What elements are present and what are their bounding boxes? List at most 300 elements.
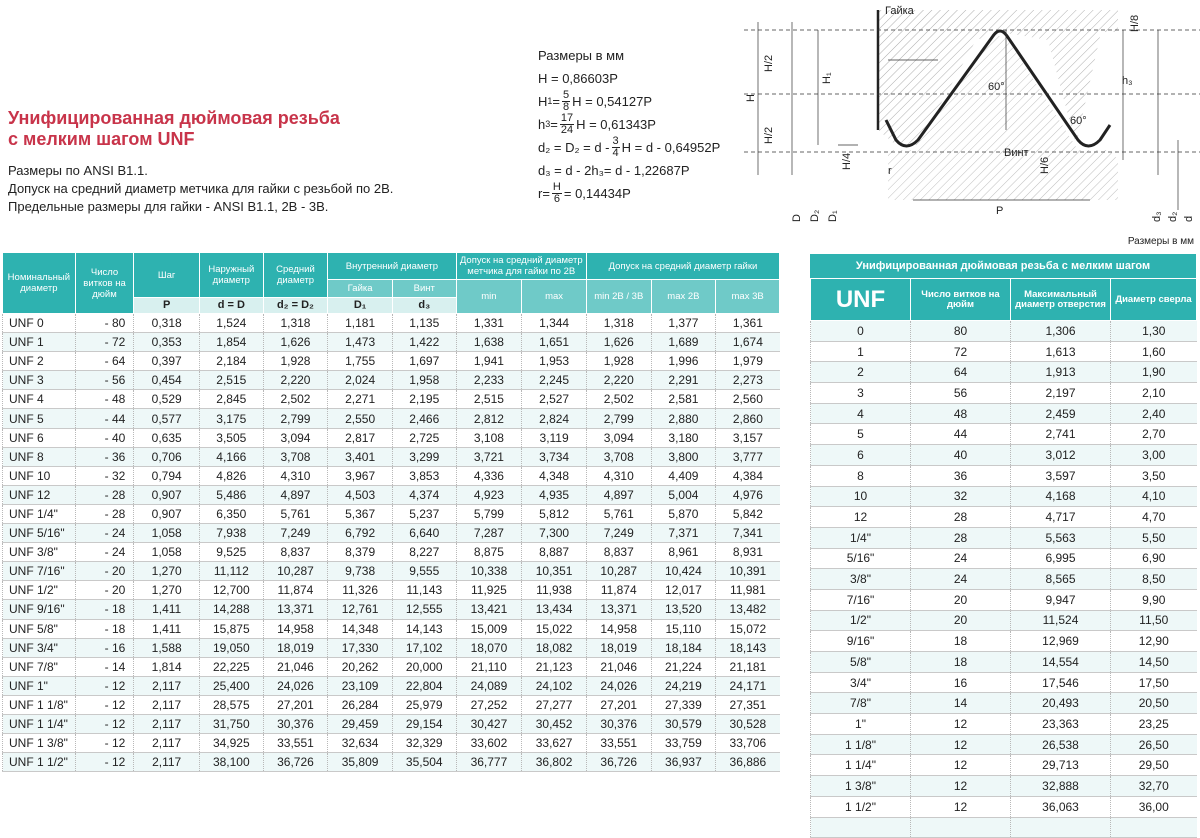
table-cell: 32,329 <box>392 734 456 753</box>
table-cell: 3,401 <box>328 447 393 466</box>
table-cell: 10 <box>811 486 911 507</box>
table-cell: 7,287 <box>456 524 522 543</box>
table-cell: 2,195 <box>392 390 456 409</box>
table-cell: 18 <box>911 652 1011 673</box>
table-cell: 32,634 <box>328 734 393 753</box>
table-cell: 14,50 <box>1111 652 1197 673</box>
formula-h1: H 1 = $\frac{5}{8}$ H = 0,54127P <box>538 89 652 113</box>
table-cell: 22,225 <box>199 657 263 676</box>
table-row <box>811 714 1197 735</box>
intro-line: Размеры по ANSI B1.1. <box>8 163 148 178</box>
table-row <box>811 486 1197 507</box>
angle-label: 60° <box>1070 115 1087 127</box>
table-cell: 8,837 <box>263 543 328 562</box>
table-cell: 1/4" <box>811 527 911 548</box>
table-cell: 5,004 <box>651 485 716 504</box>
formula-h3: h 3 = $\frac{17}{24}$ H = 0,61343P <box>538 112 656 136</box>
table-cell: 4,826 <box>199 466 263 485</box>
header-nominal: Номинальный диаметр <box>3 253 76 314</box>
table-cell: 1,953 <box>522 352 587 371</box>
table-cell: - 72 <box>75 333 134 352</box>
table-cell: 40 <box>911 445 1011 466</box>
table-cell: 4,897 <box>263 485 328 504</box>
table-cell: 1,814 <box>134 657 200 676</box>
table-cell: 1" <box>811 714 911 735</box>
table-cell: 29,50 <box>1111 755 1197 776</box>
table-cell: 56 <box>911 383 1011 404</box>
h-half-label: H/2 <box>763 126 775 144</box>
table-row <box>811 507 1197 528</box>
table-cell: 0,907 <box>134 504 200 523</box>
table-cell: - 24 <box>75 543 134 562</box>
table-cell: 5,237 <box>392 504 456 523</box>
table-cell: 4,935 <box>522 485 587 504</box>
table-cell: 3,094 <box>586 428 651 447</box>
table-cell: 5,486 <box>199 485 263 504</box>
numerator: H <box>552 181 561 193</box>
table-cell: 2,273 <box>716 371 780 390</box>
header-tpi: Число витков на дюйм <box>75 253 134 314</box>
table-cell: UNF 1 1/8" <box>3 695 76 714</box>
table-cell: 11,112 <box>199 562 263 581</box>
table-cell: 20 <box>911 589 1011 610</box>
table-cell: 2,184 <box>199 352 263 371</box>
header-sym-d3: d₃ <box>392 298 456 314</box>
table-cell: 0,635 <box>134 428 200 447</box>
table-cell: 4,348 <box>522 466 587 485</box>
table-cell: 27,339 <box>651 695 716 714</box>
table-cell: 7,371 <box>651 524 716 543</box>
table-cell: 0,397 <box>134 352 200 371</box>
table-cell: 1,331 <box>456 314 522 333</box>
table-cell: 1 <box>811 341 911 362</box>
table-cell: 5,842 <box>716 504 780 523</box>
table-cell: 33,706 <box>716 734 780 753</box>
table-cell: 27,201 <box>263 695 328 714</box>
table-cell: 0,529 <box>134 390 200 409</box>
table-cell: 12,700 <box>199 581 263 600</box>
header-sym-p: P <box>134 298 200 314</box>
table-cell: 0,706 <box>134 447 200 466</box>
table-cell: 7,938 <box>199 524 263 543</box>
table-cell: 1,270 <box>134 581 200 600</box>
table-cell: 2,812 <box>456 409 522 428</box>
h8-label: H/8 <box>1129 14 1141 32</box>
table-cell: 1,996 <box>651 352 716 371</box>
table-cell: 1,651 <box>522 333 587 352</box>
table-cell: 18,019 <box>263 638 328 657</box>
table-cell: 3,734 <box>522 447 587 466</box>
table-cell: 36,726 <box>263 753 328 772</box>
table-cell: 21,123 <box>522 657 587 676</box>
table-cell: 14,554 <box>1011 652 1111 673</box>
header-minor: Внутренний диаметр <box>328 253 456 280</box>
table-cell: 0,454 <box>134 371 200 390</box>
table-row <box>3 390 780 409</box>
table-cell: UNF 12 <box>3 485 76 504</box>
table-cell: UNF 7/8" <box>3 657 76 676</box>
table-cell: 1,928 <box>586 352 651 371</box>
table-cell: 25,979 <box>392 695 456 714</box>
table-cell: 3,853 <box>392 466 456 485</box>
table-cell: - 18 <box>75 600 134 619</box>
table-cell: 27,277 <box>522 695 587 714</box>
table-cell: 8 <box>811 465 911 486</box>
table-cell: 4,310 <box>263 466 328 485</box>
table-cell: 20,493 <box>1011 693 1111 714</box>
table-cell: 11,143 <box>392 581 456 600</box>
table-cell: 10,424 <box>651 562 716 581</box>
table-cell: 2,527 <box>522 390 587 409</box>
main-thread-table <box>2 252 780 772</box>
formula-r-pre: r= <box>538 186 550 201</box>
table-cell: 1,928 <box>263 352 328 371</box>
table-cell: 3,597 <box>1011 465 1111 486</box>
table-cell: 2,799 <box>586 409 651 428</box>
table-cell: 1,60 <box>1111 341 1197 362</box>
formula-d2-pre: d₂ = D₂ = d - <box>538 140 610 155</box>
table-cell: 10,391 <box>716 562 780 581</box>
table-cell: 7/16" <box>811 589 911 610</box>
table-cell: 14,958 <box>586 619 651 638</box>
table-row <box>3 619 780 638</box>
table-cell: 21,046 <box>586 657 651 676</box>
fraction <box>612 136 620 159</box>
table-cell: 1,979 <box>716 352 780 371</box>
table-cell: 0,907 <box>134 485 200 504</box>
table-cell: 5/16" <box>811 548 911 569</box>
table-cell: UNF 10 <box>3 466 76 485</box>
table-cell: 18,143 <box>716 638 780 657</box>
table-cell: - 18 <box>75 619 134 638</box>
table-cell: UNF 7/16" <box>3 562 76 581</box>
table-cell: UNF 5 <box>3 409 76 428</box>
table-cell: 2,220 <box>586 371 651 390</box>
table-cell: 21,181 <box>716 657 780 676</box>
table-cell: 3,708 <box>586 447 651 466</box>
table-row <box>811 548 1197 569</box>
table-cell: - 12 <box>75 734 134 753</box>
table-cell: 3,175 <box>199 409 263 428</box>
table-cell: 1,30 <box>1111 321 1197 342</box>
table-cell: 3/4" <box>811 672 911 693</box>
denominator: 24 <box>560 124 574 136</box>
page-title <box>8 108 340 150</box>
table-cell: 3,50 <box>1111 465 1197 486</box>
table-cell: 7/8" <box>811 693 911 714</box>
table-cell: 14,288 <box>199 600 263 619</box>
table-cell: 2,860 <box>716 409 780 428</box>
table-cell: 12,761 <box>328 600 393 619</box>
table-cell: 24,026 <box>263 676 328 695</box>
table-cell: 27,252 <box>456 695 522 714</box>
table-cell: 1,626 <box>586 333 651 352</box>
h3-label: h₃ <box>1122 75 1133 87</box>
table-row <box>811 776 1197 797</box>
table-cell: 2,117 <box>134 695 200 714</box>
table-cell: 15,009 <box>456 619 522 638</box>
table-cell: 5,50 <box>1111 527 1197 548</box>
table-cell: 3,119 <box>522 428 587 447</box>
table-cell: 21,046 <box>263 657 328 676</box>
numerator: 5 <box>563 89 570 101</box>
table-cell: - 56 <box>75 371 134 390</box>
table-cell: 13,520 <box>651 600 716 619</box>
table-cell: 12 <box>911 755 1011 776</box>
intro-text <box>8 162 393 216</box>
table-row <box>811 817 1197 838</box>
table-row <box>811 383 1197 404</box>
table-cell: 21,224 <box>651 657 716 676</box>
table-cell: 36 <box>911 465 1011 486</box>
formula-d2-post: H = d - 0,64952P <box>621 140 721 155</box>
table-cell: 6,640 <box>392 524 456 543</box>
table-cell: UNF 5/16" <box>3 524 76 543</box>
table-cell: 3 <box>811 383 911 404</box>
table-cell: 27,201 <box>586 695 651 714</box>
table-cell: 10,287 <box>263 562 328 581</box>
table-cell: 8,837 <box>586 543 651 562</box>
table-cell: 29,459 <box>328 714 393 733</box>
header-tap-min: min <box>456 280 522 314</box>
formula-h1-sub: 1 <box>547 96 553 106</box>
table-cell: 15,110 <box>651 619 716 638</box>
table-row <box>3 600 780 619</box>
table-cell: 9,90 <box>1111 589 1197 610</box>
table-cell: 3,777 <box>716 447 780 466</box>
table-cell: 1 1/8" <box>811 734 911 755</box>
table-cell: 10,287 <box>586 562 651 581</box>
table-cell: 1,90 <box>1111 362 1197 383</box>
drill-size-table-wrap <box>810 254 1196 838</box>
table-cell: 33,551 <box>263 734 328 753</box>
table-cell: - 12 <box>75 676 134 695</box>
table-row <box>3 543 780 562</box>
table-cell: 24,219 <box>651 676 716 695</box>
table-cell: 34,925 <box>199 734 263 753</box>
table-cell: UNF 1 1/2" <box>3 753 76 772</box>
table-row <box>811 652 1197 673</box>
header-sym-d1: D₁ <box>328 298 393 314</box>
table-cell: 5,799 <box>456 504 522 523</box>
table-cell: 11,50 <box>1111 610 1197 631</box>
table-cell: 4,374 <box>392 485 456 504</box>
table-cell: 4,336 <box>456 466 522 485</box>
drill-table-title: Унифицированная дюймовая резьба с мелким шагом <box>810 254 1196 278</box>
table-cell: 5/8" <box>811 652 911 673</box>
table-cell: 1,344 <box>522 314 587 333</box>
diameter-label: D <box>791 214 803 222</box>
table-cell <box>911 817 1011 838</box>
table-cell: - 36 <box>75 447 134 466</box>
table-cell: 20 <box>911 610 1011 631</box>
table-cell: - 44 <box>75 409 134 428</box>
table-cell: 3,108 <box>456 428 522 447</box>
angle-label: 60° <box>988 81 1005 93</box>
table-cell: UNF 8 <box>3 447 76 466</box>
formula-h: H = 0,86603P <box>538 71 618 86</box>
table-cell: 11,925 <box>456 581 522 600</box>
table-cell: 48 <box>911 403 1011 424</box>
table-cell: 4,10 <box>1111 486 1197 507</box>
table-cell: UNF 0 <box>3 314 76 333</box>
table-cell: 30,528 <box>716 714 780 733</box>
formula-d3: d₃ = d - 2h₃= d - 1,22687P <box>538 163 690 178</box>
table-row <box>811 362 1197 383</box>
table-cell: 13,421 <box>456 600 522 619</box>
table-cell: 0,318 <box>134 314 200 333</box>
table-cell: 1,913 <box>1011 362 1111 383</box>
table-cell: 1,318 <box>586 314 651 333</box>
table-cell: 14 <box>911 693 1011 714</box>
table-cell: UNF 1" <box>3 676 76 695</box>
header-max-dia: Максимальный диаметр отверстия <box>1011 279 1111 321</box>
header-pitch: Шаг <box>134 253 200 298</box>
formula-h3-sub: 3 <box>545 119 551 129</box>
table-cell: 5,761 <box>263 504 328 523</box>
table-cell: 10,338 <box>456 562 522 581</box>
table-cell: 5,812 <box>522 504 587 523</box>
intro-line: Предельные размеры для гайки - ANSI B1.1, 2В - 3В. <box>8 199 329 214</box>
table-cell: 1,181 <box>328 314 393 333</box>
table-cell: 9,525 <box>199 543 263 562</box>
h-label: H <box>745 94 757 102</box>
table-cell: 9,555 <box>392 562 456 581</box>
table-cell: 12,969 <box>1011 631 1111 652</box>
table-cell: 44 <box>911 424 1011 445</box>
table-cell: 30,376 <box>586 714 651 733</box>
table-row <box>3 466 780 485</box>
table-cell: 2,117 <box>134 734 200 753</box>
table-cell: 16 <box>911 672 1011 693</box>
table-cell: 12,017 <box>651 581 716 600</box>
table-cell: 26,284 <box>328 695 393 714</box>
table-cell: 4,70 <box>1111 507 1197 528</box>
table-row <box>3 447 780 466</box>
table-row <box>811 796 1197 817</box>
table-cell: 29,713 <box>1011 755 1111 776</box>
table-cell: 5,563 <box>1011 527 1111 548</box>
table-cell: 29,154 <box>392 714 456 733</box>
table-cell: 3,180 <box>651 428 716 447</box>
table-cell: 1,058 <box>134 524 200 543</box>
table-cell: 1,411 <box>134 619 200 638</box>
table-cell: 5,870 <box>651 504 716 523</box>
table-cell: - 14 <box>75 657 134 676</box>
table-cell: 3,721 <box>456 447 522 466</box>
main-table-body <box>3 314 780 772</box>
table-cell: - 20 <box>75 562 134 581</box>
table-cell: 6,995 <box>1011 548 1111 569</box>
table-row <box>3 657 780 676</box>
table-cell: 12 <box>911 776 1011 797</box>
table-cell: 4,310 <box>586 466 651 485</box>
table-cell: 32 <box>911 486 1011 507</box>
table-cell: 27,351 <box>716 695 780 714</box>
table-cell: 2,40 <box>1111 403 1197 424</box>
numerator: 3 <box>612 135 619 147</box>
table-cell: 1,318 <box>263 314 328 333</box>
table-cell: 1,524 <box>199 314 263 333</box>
table-cell: 17,50 <box>1111 672 1197 693</box>
table-cell: 1,755 <box>328 352 393 371</box>
table-cell: 8,887 <box>522 543 587 562</box>
table-cell: 13,371 <box>586 600 651 619</box>
table-cell: 36,777 <box>456 753 522 772</box>
table-cell: 13,482 <box>716 600 780 619</box>
table-cell: 36,00 <box>1111 796 1197 817</box>
table-cell: UNF 1/2" <box>3 581 76 600</box>
table-cell: 2,024 <box>328 371 393 390</box>
table-cell: 8,875 <box>456 543 522 562</box>
table-cell: 1,588 <box>134 638 200 657</box>
table-cell: 33,759 <box>651 734 716 753</box>
table-row <box>3 714 780 733</box>
table-cell: 2,70 <box>1111 424 1197 445</box>
table-cell: 2,880 <box>651 409 716 428</box>
header-sym-d2: d₂ = D₂ <box>263 298 328 314</box>
table-cell: 33,627 <box>522 734 587 753</box>
table-cell: UNF 1 1/4" <box>3 714 76 733</box>
table-cell <box>1111 817 1197 838</box>
table-row <box>811 341 1197 362</box>
table-cell: 72 <box>911 341 1011 362</box>
table-row <box>3 428 780 447</box>
table-cell: 1,377 <box>651 314 716 333</box>
table-cell: 7,300 <box>522 524 587 543</box>
table-cell <box>1011 817 1111 838</box>
table-cell: - 12 <box>75 714 134 733</box>
table-cell: UNF 3 <box>3 371 76 390</box>
table-cell: - 16 <box>75 638 134 657</box>
table-cell: 4,717 <box>1011 507 1111 528</box>
table-cell: 1,058 <box>134 543 200 562</box>
table-cell: 30,376 <box>263 714 328 733</box>
table-cell: UNF 1 <box>3 333 76 352</box>
table-cell: 11,524 <box>1011 610 1111 631</box>
table-cell: UNF 4 <box>3 390 76 409</box>
table-cell: 2,233 <box>456 371 522 390</box>
bolt-label: Винт <box>1004 147 1029 159</box>
table-cell: 2,502 <box>263 390 328 409</box>
table-cell: 12,555 <box>392 600 456 619</box>
formula-block <box>538 44 720 205</box>
table-cell: - 24 <box>75 524 134 543</box>
intro-line: Допуск на средний диаметр метчика для гайки с резьбой по 2В. <box>8 181 394 196</box>
table-cell: 5,367 <box>328 504 393 523</box>
header-major: Наружный диаметр <box>199 253 263 298</box>
table-cell: 1,941 <box>456 352 522 371</box>
diameter-label: d₂ <box>1167 211 1179 222</box>
table-cell: 17,546 <box>1011 672 1111 693</box>
table-cell: 26,538 <box>1011 734 1111 755</box>
table-cell: 1/2" <box>811 610 911 631</box>
table-cell: UNF 9/16" <box>3 600 76 619</box>
h-half-label: H/2 <box>763 54 775 72</box>
table-cell: 2,581 <box>651 390 716 409</box>
table-row <box>3 504 780 523</box>
table-cell: 32,70 <box>1111 776 1197 797</box>
header-nut-tol: Допуск на средний диаметр гайки <box>586 253 779 280</box>
table-cell: 0 <box>811 321 911 342</box>
h4-label: H/4 <box>841 152 853 170</box>
table-cell: 4,897 <box>586 485 651 504</box>
table-cell: 3,299 <box>392 447 456 466</box>
table-cell: 23,25 <box>1111 714 1197 735</box>
header-drill: Диаметр сверла <box>1111 279 1197 321</box>
table-cell: 5 <box>811 424 911 445</box>
header-tpi: Число витков на дюйм <box>911 279 1011 321</box>
